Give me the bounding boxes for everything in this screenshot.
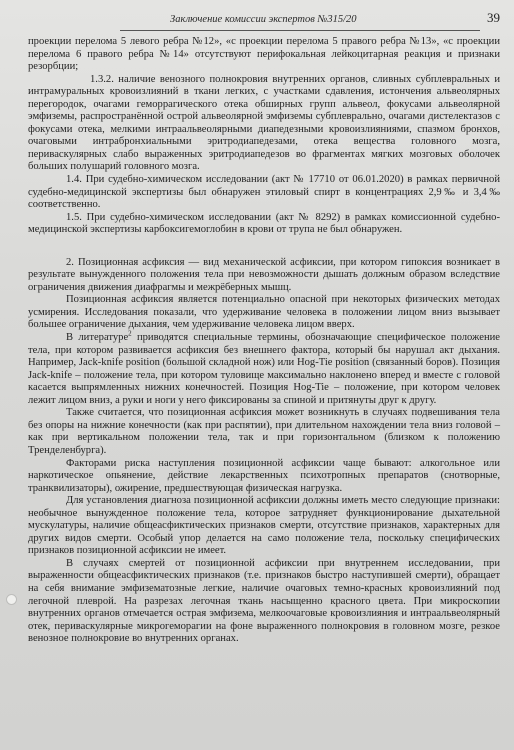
header-rule [120, 30, 480, 31]
page-number: 39 [487, 10, 500, 25]
paragraph-literature [28, 329, 500, 407]
paragraph-internal-exam: В случаях смертей от позиционной асфиксии при внутреннем исследовании, при выраженности общеасфиктических признаков (т.е. признаков быстро наступившей смерти), обращает на себя внимание эмфизематозные легкие, наличие очаговых темно-красных кровоизлияний под легочной плеврой. На разрезах легочная ткань насыщенно красного цвета. При микроскопии внутренних органов отмечается острая эмфизема, мелкоочаговые кровоизлияния и интраальвеолярный отек, периваскулярные микрогеморагии на фоне выраженного полнокровия в головном мозге, резкое венозное полнокровие во внутренних органах. [28, 557, 500, 645]
paragraph-1-3-2: 1.3.2. наличие венозного полнокровия внутренних органов, сливных субплевральных и интрамуральных кровоизлияний в ткани легких, с участками сдавления, истончения альвеолярных перегородок, очагами геморрагического отека обширных групп альвеол, фокусами альвеолярной эмфиземы, распространённой острой альвеолярной эмфиземы субплеврально, очагами дистелектазов с фокусами отека, мелкими интраальвеолярными диапедезными кровоизлияниями, спазмом бронхов, очаговыми интрабронхиальными эритродиапедезами, отека вещества головного мозга, периваскулярных слабо выраженных эритродиапедезов во фрагментах мягких мозговых оболочек больших полушарий головного мозга. [28, 73, 500, 173]
paragraph-rib-fractures: проекции перелома 5 левого ребра №12», «с проекции перелома 5 правого ребра №13», «с проекции перелома 6 правого ребра №14» отсутствуют перифокальная лейкоцитарная реакция и признаки резорбции; [28, 36, 500, 73]
paragraph-1-4: 1.4. При судебно-химическом исследовании (акт № 17710 от 06.01.2020) в рамках первичной судебно-медицинской экспертизы был обнаружен этиловый спирт в концентрациях 2,9‰ и 3,4‰ соответственно. [28, 174, 500, 211]
paragraph-risk-factors: Факторами риска наступления позиционной асфиксии чаще бывают: алкогольное или наркотическое опьянение, действие лекарственных психотропных препаратов (снотворные, транквилизаторы), ожирение, предшествующая физическая нагрузка. [28, 457, 500, 494]
page-header [0, 10, 514, 30]
paragraph-restraint: Позиционная асфиксия является потенциально опасной при некоторых физических методах усмирения. Исследования показали, что удерживание человека в положении лицом вниз вызывает большее ограничение дыхания, чем удерживание человека лицом вверх. [28, 294, 500, 331]
literature-text-start: В литературе [66, 332, 129, 344]
document-body [28, 36, 500, 646]
literature-text-rest: приводятся специальные термины, обозначающие специфическое положение тела, при котором развивается асфиксия без внешнего фактора, который бы нарушал акт дыхания. Например, Jack-knife position (большой складной нож) или Hog-Tie position (связанный боров). Позиция Jack-knife – положение тела, при котором туловище максимально наклонено вперед и вместе с головой касается выпрямленных нижних конечностей. Позиция Hog-Tie – положение, при котором человек лежит лицом вниз, а руки и ноги у него фиксированы за спиной и притянуты друг к другу. [28, 332, 500, 406]
paragraph-2-definition: 2. Позиционная асфиксия — вид механической асфиксии, при котором гипоксия возникает в результате вынужденного положения тела при невозможности дышать должным образом вследствие ограничения движения диафрагмы и межрёберных мышц. [28, 256, 500, 293]
paragraph-diagnosis: Для установления диагноза позиционной асфиксии должны иметь место следующие признаки: необычное вынужденное положение тела, которое затрудняет функционирование дыхательной мускулатуры, наличие общеасфиктических признаков смерти, отсутствие признаков, характерных для других видов смерти. Особый упор делается на само положение тела, поскольку специфических признаков позиционной асфиксии не имеет. [28, 495, 500, 557]
paragraph-suspension: Также считается, что позиционная асфиксия может возникнуть в случаях подвешивания тела без опоры на нижние конечности (как при распятии), при длительном нахождении тела вниз головой – как при вертикальном положении тела, так и при горизонтальном (близком к положению Тренделенбурга). [28, 407, 500, 456]
header-title: Заключение комиссии экспертов №315/20 [170, 14, 357, 25]
paragraph-1-5: 1.5. При судебно-химическом исследовании (акт № 8292) в рамках комиссионной судебно-медицинской экспертизы карбоксигемоглобин в крови от трупа не был обнаружен. [28, 211, 500, 236]
punch-hole-mark [6, 594, 17, 605]
footnote-ref: 2 [128, 329, 132, 338]
